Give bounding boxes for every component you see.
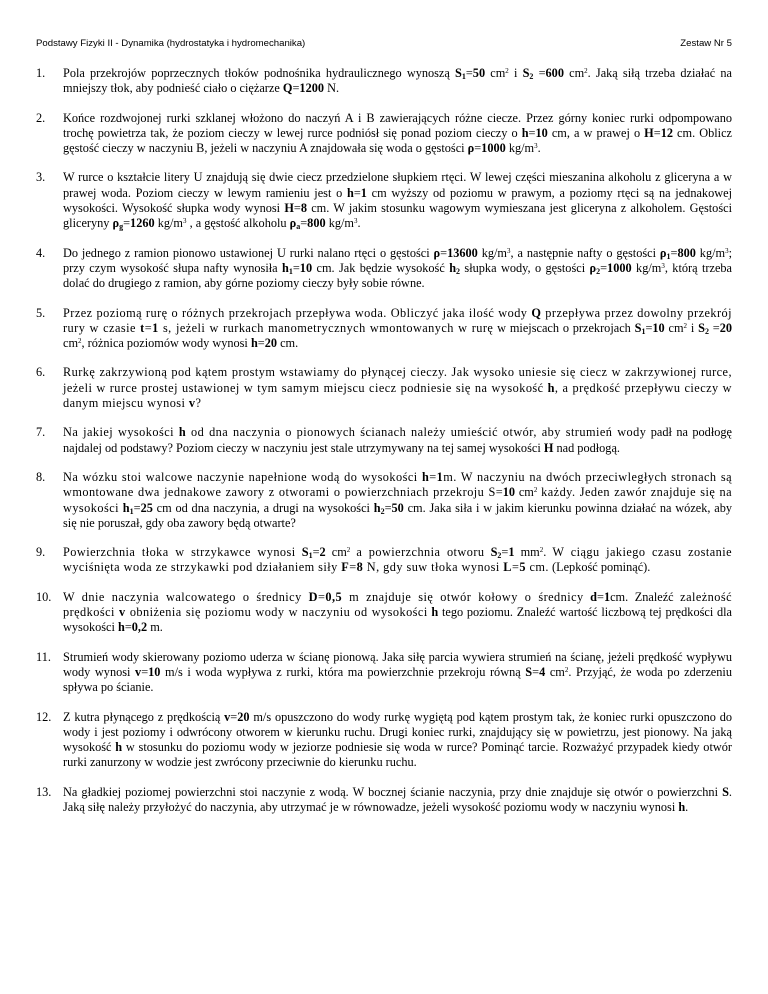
problem-item <box>36 246 732 292</box>
problem-list <box>36 66 732 815</box>
problem-number: 13. <box>36 784 52 799</box>
problem-item <box>36 306 732 352</box>
problem-number: 5. <box>36 305 46 320</box>
problem-number: 7. <box>36 425 46 440</box>
problem-text: Na jakiej wysokości h od dna naczynia o pionowych ścianach należy umieścić otwór, aby strumień wody padł na podłogę najdalej od podstawy? Poziom cieczy w naczyniu jest stale utrzymywany na tej samej wysokości H nad podłogą. <box>63 425 732 455</box>
problem-item <box>36 590 732 636</box>
problem-number: 8. <box>36 469 46 484</box>
problem-item <box>36 545 732 576</box>
problem-item <box>36 785 732 816</box>
problem-text: Przez poziomą rurę o różnych przekrojach przepływa woda. Obliczyć jaka ilość wody Q przepływa przez dowolny przekrój rury w czasie t=1 s, jeżeli w rurkach manometrycznych wmontowanych w rurę w miejscach o przekrojach $S_1=10$ $cm^2$ i $S_2 =20$ $cm^2$, różnica poziomów wody wynosi h=20 cm. <box>63 305 733 351</box>
page-header <box>36 38 732 52</box>
problem-text: Z kutra płynącego z prędkością v=20 m/s opuszczono do wody rurkę wygiętą pod kątem prostym tak, że koniec rurki opuszczono do wody i jest poziomy i odwrócony otworem w kierunku ruchu. Drugi koniec rurki, znajdujący się w powietrzu, jest pionowy. Na jaką wysokość h w stosunku do poziomu wody w jeziorze podniesie się woda w rurce? Pominąć tarcie. Rozważyć przypadek kiedy otwór rurki zanurzony w wodzie jest zwrócony przeciwnie do kierunku ruchu. <box>63 709 732 770</box>
header-course-title: Podstawy Fizyki II - Dynamika (hydrostatyka i hydromechanika) <box>36 38 306 49</box>
problem-number: 4. <box>36 245 46 260</box>
problem-text: Na wózku stoi walcowe naczynie napełnione wodą do wysokości h=1m. W naczyniu na dwóch przeciwległych stronach są wmontowane dwa jednakowe zawory z otworami o powierzchniach przekroju S=10 $cm^2$ każdy. Jeden zawór znajduje się na wysokości $h_1=25$ cm od dna naczynia, a drugi na wysokości $h_2=50$ cm. Jaka siła i w jakim kierunku powinna działać na wózek, aby się nie poruszał, gdy oba zawory będą otwarte? <box>63 469 733 530</box>
problem-item <box>36 710 732 771</box>
problem-number: 2. <box>36 110 46 125</box>
problem-text: Strumień wody skierowany poziomo uderza w ścianę pionową. Jaka siłę parcia wywiera strumień na ścianę, jeżeli prędkość wypływu wody wynosi v=10 m/s i woda wypływa z rurki, która ma powierzchnie przekroju równą S=4 $cm^2$. Przyjąć, że woda po zderzeniu spływa po ścianie. <box>63 649 732 695</box>
problem-text: Pola przekrojów poprzecznych tłoków podnośnika hydraulicznego wynoszą $S_1=50$ $cm^2$ i $S_2 =600$ $cm^2$. Jaką siłą trzeba działać na mniejszy tłok, aby podnieść ciało o ciężarze Q=1200 N. <box>63 66 732 96</box>
problem-number: 9. <box>36 545 46 560</box>
problem-text: W rurce o kształcie litery U znajdują się dwie ciecz przedzielone słupkiem rtęci. W lewej części mieszanina alkoholu z gliceryna a w prawej woda. Poziom cieczy w lewym ramieniu jest o h=1 cm wyższy od poziomu w prawym, a poziomy rtęci są na jednakowej wysokości. Wysokość słupka wody wynosi H=8 cm. W jakim stosunku wagowym wymieszana jest gliceryna z alkoholem. Gęstości gliceryny $\rho_g=1260$ $kg/m^3$ , a gęstość alkoholu $\rho_a=800$ $kg/m^3$. <box>63 170 732 232</box>
problem-number: 1. <box>36 66 46 80</box>
problem-item <box>36 365 732 411</box>
problem-text: Rurkę zakrzywioną pod kątem prostym wstawiamy do płynącej cieczy. Jak wysoko uniesie się ciecz w zakrzywionej rurce, jeżeli w rurce prostej ustawionej w tym samym miejscu ciecz podniesie się na wysokość h, a prędkość przepływu cieczy w danym miejscu wynosi v? <box>63 365 733 411</box>
problem-text: Powierzchnia tłoka w strzykawce wynosi $S_1=2$ $cm^2$ a powierzchnia otworu $S_2=1$ $mm^2$. W ciągu jakiego czasu zostanie wyciśnięta woda ze strzykawki pod działaniem siły F=8 N, gdy suw tłoka wynosi L=5 cm. (Lepkość pominąć). <box>63 545 732 575</box>
problem-text: Do jednego z ramion pionowo ustawionej U rurki nalano rtęci o gęstości ρ=13600 $kg/m^3$, a następnie nafty o gęstości $\rho_1=800$ $kg/m^3$; przy czym wysokość słupa nafty wynosiła $h_1=10$ cm. Jak będzie wysokość $h_2$ słupka wody, o gęstości $\rho_2=1000$ $kg/m^3$, którą trzeba dolać do drugiego z ramion, aby górne poziomy cieczy były sobie równe. <box>63 245 733 291</box>
problem-item <box>36 66 732 97</box>
problem-item <box>36 170 732 231</box>
problem-item <box>36 470 732 531</box>
problem-text: Końce rozdwojonej rurki szklanej włożono do naczyń A i B zawierających różne ciecze. Przez górny koniec rurki odpompowano trochę powietrza tak, że poziom cieczy w lewej rurce podniósł się ponad poziom cieczy o h=10 cm, a w prawej o H=12 cm. Oblicz gęstość cieczy w naczyniu B, jeżeli w naczyniu A znajdowała się woda o gęstości ρ=1000 $kg/m^3$. <box>63 110 732 156</box>
problem-number: 11. <box>36 649 51 664</box>
problem-number: 6. <box>36 365 46 380</box>
problem-item <box>36 111 732 157</box>
header-set-number: Zestaw Nr 5 <box>680 38 732 49</box>
problem-text: W dnie naczynia walcowatego o średnicy D=0,5 m znajduje się otwór kołowy o średnicy d=1cm. Znaleźć zależność prędkości v obniżenia się poziomu wody w naczyniu od wysokości h tego poziomu. Znaleźć wartość liczbową tej prędkości dla wysokości h=0,2 m. <box>63 589 732 635</box>
problem-number: 10. <box>36 589 52 604</box>
problem-item <box>36 425 732 456</box>
problem-number: 12. <box>36 709 52 724</box>
problem-item <box>36 650 732 696</box>
problem-text: Na gładkiej poziomej powierzchni stoi naczynie z wodą. W bocznej ścianie naczynia, przy dnie znajduje się otwór o powierzchni S. Jaką siłę należy przyłożyć do naczynia, aby utrzymać je w równowadze, jeżeli wysokość poziomu wody w naczyniu wynosi h. <box>63 784 732 814</box>
problem-number: 3. <box>36 170 46 185</box>
